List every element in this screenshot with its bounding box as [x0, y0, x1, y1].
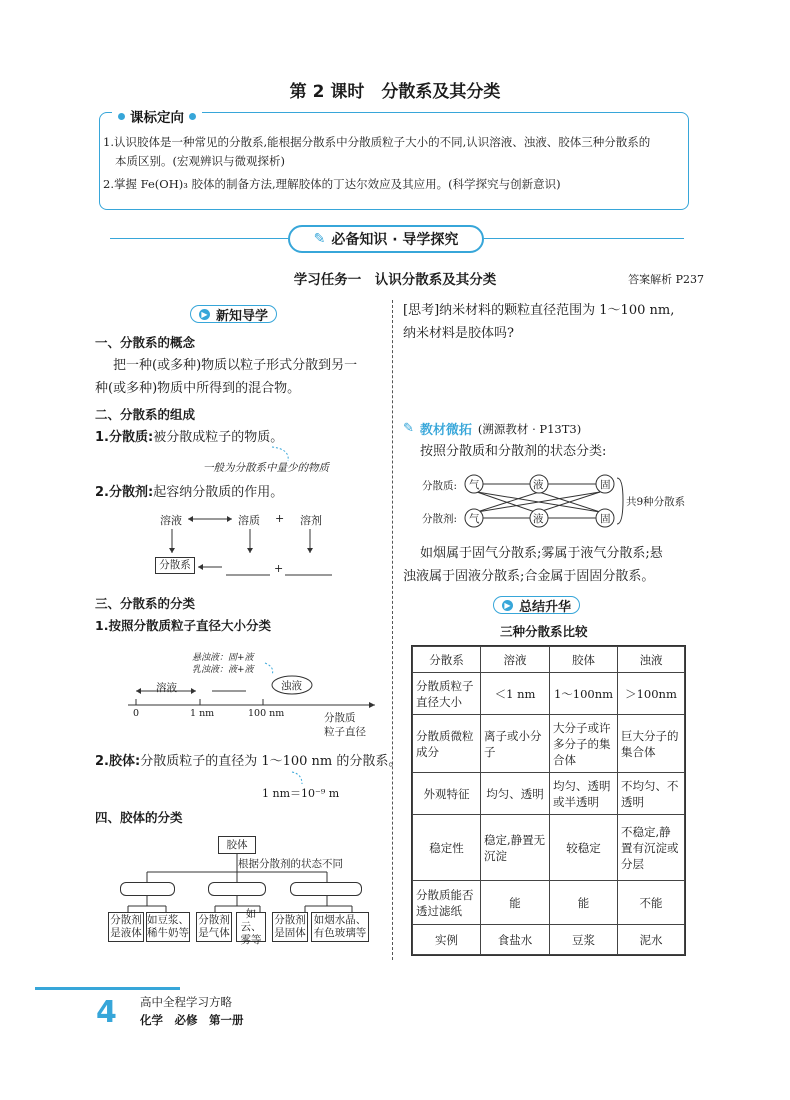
- axis-solution: 溶液: [156, 682, 177, 694]
- tree-criterion: 根据分散剂的状态不同: [238, 858, 343, 870]
- tree-blank-2: [208, 882, 266, 896]
- table-cell: 离子或小分子: [481, 715, 550, 773]
- table-cell: 巨大分子的集合体: [618, 715, 685, 773]
- axis-label-1: 分散质: [324, 712, 356, 724]
- pill-label: 新知导学: [216, 308, 269, 324]
- table-header-cell: 溶液: [481, 647, 550, 673]
- bullet-icon: [118, 113, 125, 120]
- dispersion-medium-label: 2.分散剂:: [95, 485, 154, 500]
- leaf-text: 分散剂: [274, 914, 306, 926]
- standards-heading: [112, 106, 202, 126]
- diag-solute: 溶质: [238, 514, 260, 527]
- heading-composition: 二、分散系的组成: [95, 407, 196, 422]
- table-header-cell: 胶体: [550, 647, 618, 673]
- standards-heading-text: 课标定向: [130, 110, 184, 126]
- section-banner: [288, 225, 484, 253]
- classification-by-size: 1.按照分散质粒子直径大小分类: [95, 618, 271, 633]
- dispersion-medium-text: 起容纳分散质的作用。: [153, 485, 284, 500]
- answer-reference: 答案解析 P237: [628, 273, 704, 286]
- nm-conversion: 1 nm＝10⁻⁹ m: [262, 787, 340, 800]
- tree-leaf-gas-example: [236, 907, 266, 946]
- table-cell: 大分子或许多分子的集合体: [550, 715, 618, 773]
- nine-systems-label: 共9种分散系: [626, 496, 686, 508]
- table-cell: 分散质微粒成分: [413, 715, 481, 773]
- extension-source: (溯源教材 · P13T3): [477, 421, 582, 436]
- standards-item-2: 2.掌握 Fe(OH)₃ 胶体的制备方法,理解胶体的丁达尔效应及其应用。(科学探究与创新意识): [103, 177, 561, 191]
- table-cell: 均匀、透明: [481, 773, 550, 815]
- divider: [484, 238, 684, 239]
- state-gas-bottom: 气: [469, 513, 480, 525]
- section-banner-text: 必备知识 · 导学探究: [331, 232, 459, 248]
- table-cell: 不均匀、不透明: [618, 773, 685, 815]
- pill-label: 总结升华: [519, 599, 572, 615]
- extension-heading: [403, 419, 581, 438]
- think-question-1: [思考]纳米材料的颗粒直径范围为 1～100 nm,: [403, 303, 675, 318]
- state-gas-top: 气: [469, 479, 480, 491]
- heading-classification: 三、分散系的分类: [95, 596, 196, 611]
- think-question-2: 纳米材料是胶体吗?: [403, 326, 514, 341]
- leaf-text: 稀牛奶等: [147, 927, 189, 939]
- pill-new-knowledge: [190, 305, 277, 323]
- table-cell: 不稳定,静置有沉淀或分层: [618, 815, 685, 881]
- table-cell: 稳定,静置无沉淀: [481, 815, 550, 881]
- state-liquid-top: 液: [533, 479, 544, 491]
- table-cell: 稳定性: [413, 815, 481, 881]
- table-cell: ＞100nm: [618, 673, 685, 715]
- table-cell: 能: [481, 881, 550, 925]
- axis-tick-0: 0: [133, 708, 140, 719]
- task-title: 学习任务一 认识分散系及其分类: [293, 272, 497, 288]
- footer-bar: [35, 987, 180, 990]
- tree-blank-3: [290, 882, 362, 896]
- tree-blank-1: [120, 882, 175, 896]
- concept-text-2: 种(或多种)物质中所得到的混合物。: [95, 381, 301, 396]
- state-liquid-bottom: 液: [533, 513, 544, 525]
- table-cell: 能: [550, 881, 618, 925]
- play-icon: ▶: [502, 600, 513, 611]
- table-cell: 外观特征: [413, 773, 481, 815]
- table-cell: 1～100nm: [550, 673, 618, 715]
- extension-title: 教材微拓: [419, 423, 472, 438]
- tree-leaf-solid: [272, 912, 308, 942]
- leaf-text: 雾等: [240, 933, 262, 946]
- table-cell: 均匀、透明或半透明: [550, 773, 618, 815]
- table-cell: 豆浆: [550, 925, 618, 955]
- bullet-icon: [189, 113, 196, 120]
- leaf-text: 如云、: [240, 907, 262, 933]
- axis-emulsion: 乳浊液：液+液: [192, 665, 254, 675]
- table-row: [413, 715, 685, 773]
- table-cell: ＜1 nm: [481, 673, 550, 715]
- leaf-text: 是液体: [110, 927, 142, 939]
- page-title: 第 2 课时 分散系及其分类: [289, 82, 501, 102]
- table-cell: 泥水: [618, 925, 685, 955]
- colloid-definition: [95, 751, 401, 773]
- comparison-table: [412, 646, 685, 955]
- table-header-cell: 浊液: [618, 647, 685, 673]
- table-cell: 较稳定: [550, 815, 618, 881]
- table-row: [413, 815, 685, 881]
- heading-colloid-types: 四、胶体的分类: [95, 810, 183, 825]
- table-row: [413, 925, 685, 955]
- note-arrow-icon: [290, 770, 310, 786]
- standards-item-1b: 本质区别。(宏观辨识与微观探析): [115, 154, 285, 168]
- table-cell: 分散质能否透过滤纸: [413, 881, 481, 925]
- states-row-solvent: 分散剂:: [422, 513, 458, 525]
- extension-example-2: 浊液属于固液分散系;合金属于固固分散系。: [403, 569, 655, 584]
- leaf-text: 分散剂: [198, 914, 230, 926]
- axis-suspension: 悬浊液：固+液: [192, 653, 254, 663]
- leaf-text: 有色玻璃等: [313, 927, 367, 939]
- heading-concept: 一、分散系的概念: [95, 335, 196, 350]
- note-arrow-icon: [270, 445, 300, 465]
- axis-tick-1nm: 1 nm: [190, 708, 215, 719]
- tree-leaf-gas: [196, 912, 232, 942]
- leaf-text: 是固体: [274, 927, 306, 939]
- leaf-text: 如烟水晶、: [313, 914, 367, 926]
- divider: [110, 238, 288, 239]
- axis-turbid: 浊液: [281, 680, 302, 692]
- column-divider: [392, 300, 393, 960]
- pen-icon: ✎: [313, 231, 326, 247]
- table-header-row: [413, 647, 685, 673]
- comparison-table-wrap: [411, 645, 686, 956]
- page-number: 4: [96, 995, 117, 1030]
- table-cell: 食盐水: [481, 925, 550, 955]
- tree-leaf-liquid: [108, 912, 144, 942]
- dispersion-medium-line: [95, 482, 283, 504]
- table-title: 三种分散系比较: [500, 624, 588, 639]
- leaf-text: 分散剂: [110, 914, 142, 926]
- diag-solution: 溶液: [160, 514, 182, 527]
- state-solid-top: 固: [600, 479, 611, 491]
- diag-solvent: 溶剂: [300, 514, 322, 527]
- pencil-icon: ✎: [403, 421, 414, 436]
- tree-leaf-liquid-example: [146, 912, 190, 942]
- colloid-label: 2.胶体:: [95, 754, 141, 769]
- dispersed-phase-label: 1.分散质:: [95, 430, 154, 445]
- axis-label-2: 粒子直径: [324, 726, 366, 738]
- table-cell: 分散质粒子直径大小: [413, 673, 481, 715]
- colloid-text: 分散质粒子的直径为 1～100 nm 的分散系。: [140, 754, 402, 769]
- diag-plus: +: [275, 512, 285, 525]
- standards-item-1: 1.认识胶体是一种常见的分散系,能根据分散系中分散质粒子大小的不同,认识溶液、浊液、胶体三种分散系的: [103, 135, 651, 149]
- table-row: [413, 673, 685, 715]
- extension-text: 按照分散质和分散剂的状态分类:: [420, 444, 607, 459]
- leaf-text: 如豆浆、: [147, 914, 189, 926]
- table-cell: 实例: [413, 925, 481, 955]
- states-row-solute: 分散质:: [422, 480, 458, 492]
- state-solid-bottom: 固: [600, 513, 611, 525]
- handwritten-note: 一般为分散系中量少的物质: [203, 462, 329, 474]
- dispersed-phase-text: 被分散成粒子的物质。: [153, 430, 284, 445]
- table-header-cell: 分散系: [413, 647, 481, 673]
- leaf-text: 是气体: [198, 927, 230, 939]
- play-icon: ▶: [199, 309, 210, 320]
- table-row: [413, 773, 685, 815]
- axis-tick-100nm: 100 nm: [248, 708, 285, 719]
- diag-plus-2: +: [274, 562, 284, 575]
- extension-example-1: 如烟属于固气分散系;雾属于液气分散系;悬: [420, 546, 663, 561]
- footer-book: 化学 必修 第一册: [140, 1013, 244, 1027]
- table-row: [413, 881, 685, 925]
- footer-series: 高中全程学习方略: [140, 995, 232, 1009]
- tree-root: 胶体: [218, 836, 256, 854]
- tree-leaf-solid-example: [311, 912, 369, 942]
- table-cell: 不能: [618, 881, 685, 925]
- concept-text-1: 把一种(或多种)物质以粒子形式分散到另一: [113, 358, 358, 373]
- pill-summary: [493, 596, 580, 614]
- dispersed-phase-line: [95, 427, 283, 449]
- diag-system-box: 分散系: [155, 557, 195, 574]
